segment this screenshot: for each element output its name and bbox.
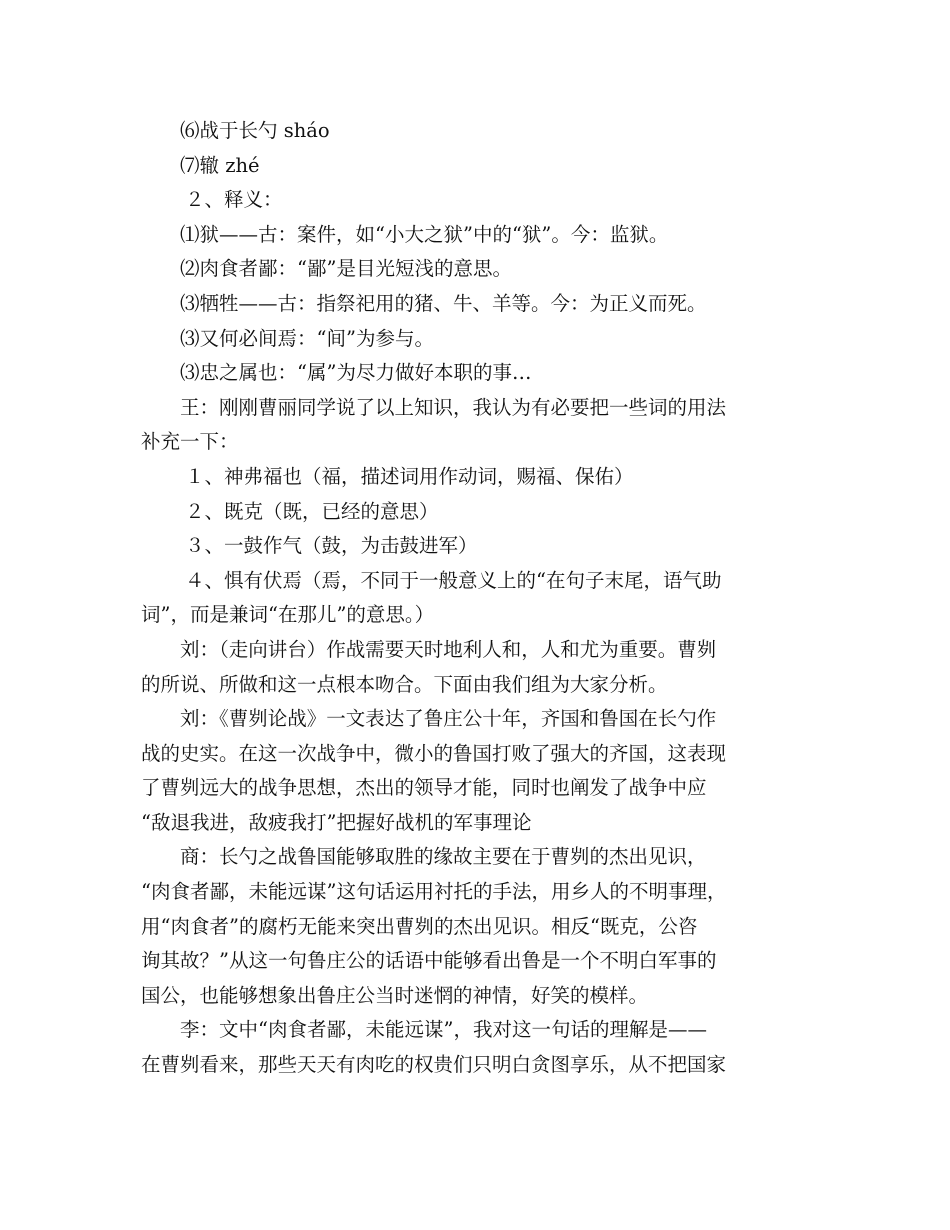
text-line: 国公，也能够想象出鲁庄公当时迷惘的神情，好笑的模样。 xyxy=(141,983,649,1007)
text-line: ２、释义： xyxy=(185,188,283,212)
text-line: 战的史实。在这一次战争中，微小的鲁国打败了强大的齐国，这表现 xyxy=(141,741,727,765)
text-line: ⑶忠之属也：“属”为尽力做好本职的事… xyxy=(180,361,532,385)
text-line: １、神弗福也（福，描述词用作动词，赐福、保佑） xyxy=(185,464,634,488)
text-line: 词”，而是兼词“在那儿”的意思。） xyxy=(141,603,435,627)
text-line: ４、惧有伏焉（焉，不同于一般意义上的“在句子末尾，语气助 xyxy=(185,568,722,592)
text-line: ⑵肉食者鄙：“鄙”是目光短浅的意思。 xyxy=(180,257,512,281)
text-line: ⑶牺牲——古：指祭祀用的猪、牛、羊等。今：为正义而死。 xyxy=(180,291,707,315)
text-line: 了曹刿远大的战争思想，杰出的领导才能，同时也阐发了战争中应 xyxy=(141,776,707,800)
text-line: ⑺辙 zhé xyxy=(180,153,260,177)
text-line: 用“肉食者”的腐朽无能来突出曹刿的杰出见识。相反“既克，公咨 xyxy=(141,914,698,938)
text-line: 李：文中“肉食者鄙，未能远谋”，我对这一句话的理解是—— xyxy=(180,1018,707,1042)
text-line: 补充一下： xyxy=(141,430,239,454)
text-line: ２、既克（既，已经的意思） xyxy=(185,499,439,523)
text-line: 王：刚刚曹丽同学说了以上知识，我认为有必要把一些词的用法 xyxy=(180,395,727,419)
text-line: ⑶又何必间焉：“间”为参与。 xyxy=(180,326,434,350)
text-line: ３、一鼓作气（鼓，为击鼓进军） xyxy=(185,534,478,558)
text-line: “肉食者鄙，未能远谋”这句话运用衬托的手法，用乡人的不明事理， xyxy=(141,880,727,904)
document-body xyxy=(141,114,811,1083)
text-line: 在曹刿看来，那些天天有肉吃的权贵们只明白贪图享乐，从不把国家 xyxy=(141,1053,727,1077)
text-line: “敌退我进，敌疲我打”把握好战机的军事理论 xyxy=(141,810,532,834)
text-line: ⑹战于长勺 sháo xyxy=(180,119,330,142)
text-line: ⑴狱——古：案件，如“小大之狱”中的“狱”。今：监狱。 xyxy=(180,222,669,246)
text-line: 刘：（走向讲台）作战需要天时地利人和，人和尤为重要。曹刿 xyxy=(180,637,717,661)
text-line: 询其故？”从这一句鲁庄公的话语中能够看出鲁是一个不明白军事的 xyxy=(141,949,717,973)
text-line: 商：长勺之战鲁国能够取胜的缘故主要在于曹刿的杰出见识， xyxy=(180,845,707,869)
text-line: 刘：《曹刿论战》一文表达了鲁庄公十年，齐国和鲁国在长勺作 xyxy=(180,707,717,731)
text-line: 的所说、所做和这一点根本吻合。下面由我们组为大家分析。 xyxy=(141,672,668,696)
